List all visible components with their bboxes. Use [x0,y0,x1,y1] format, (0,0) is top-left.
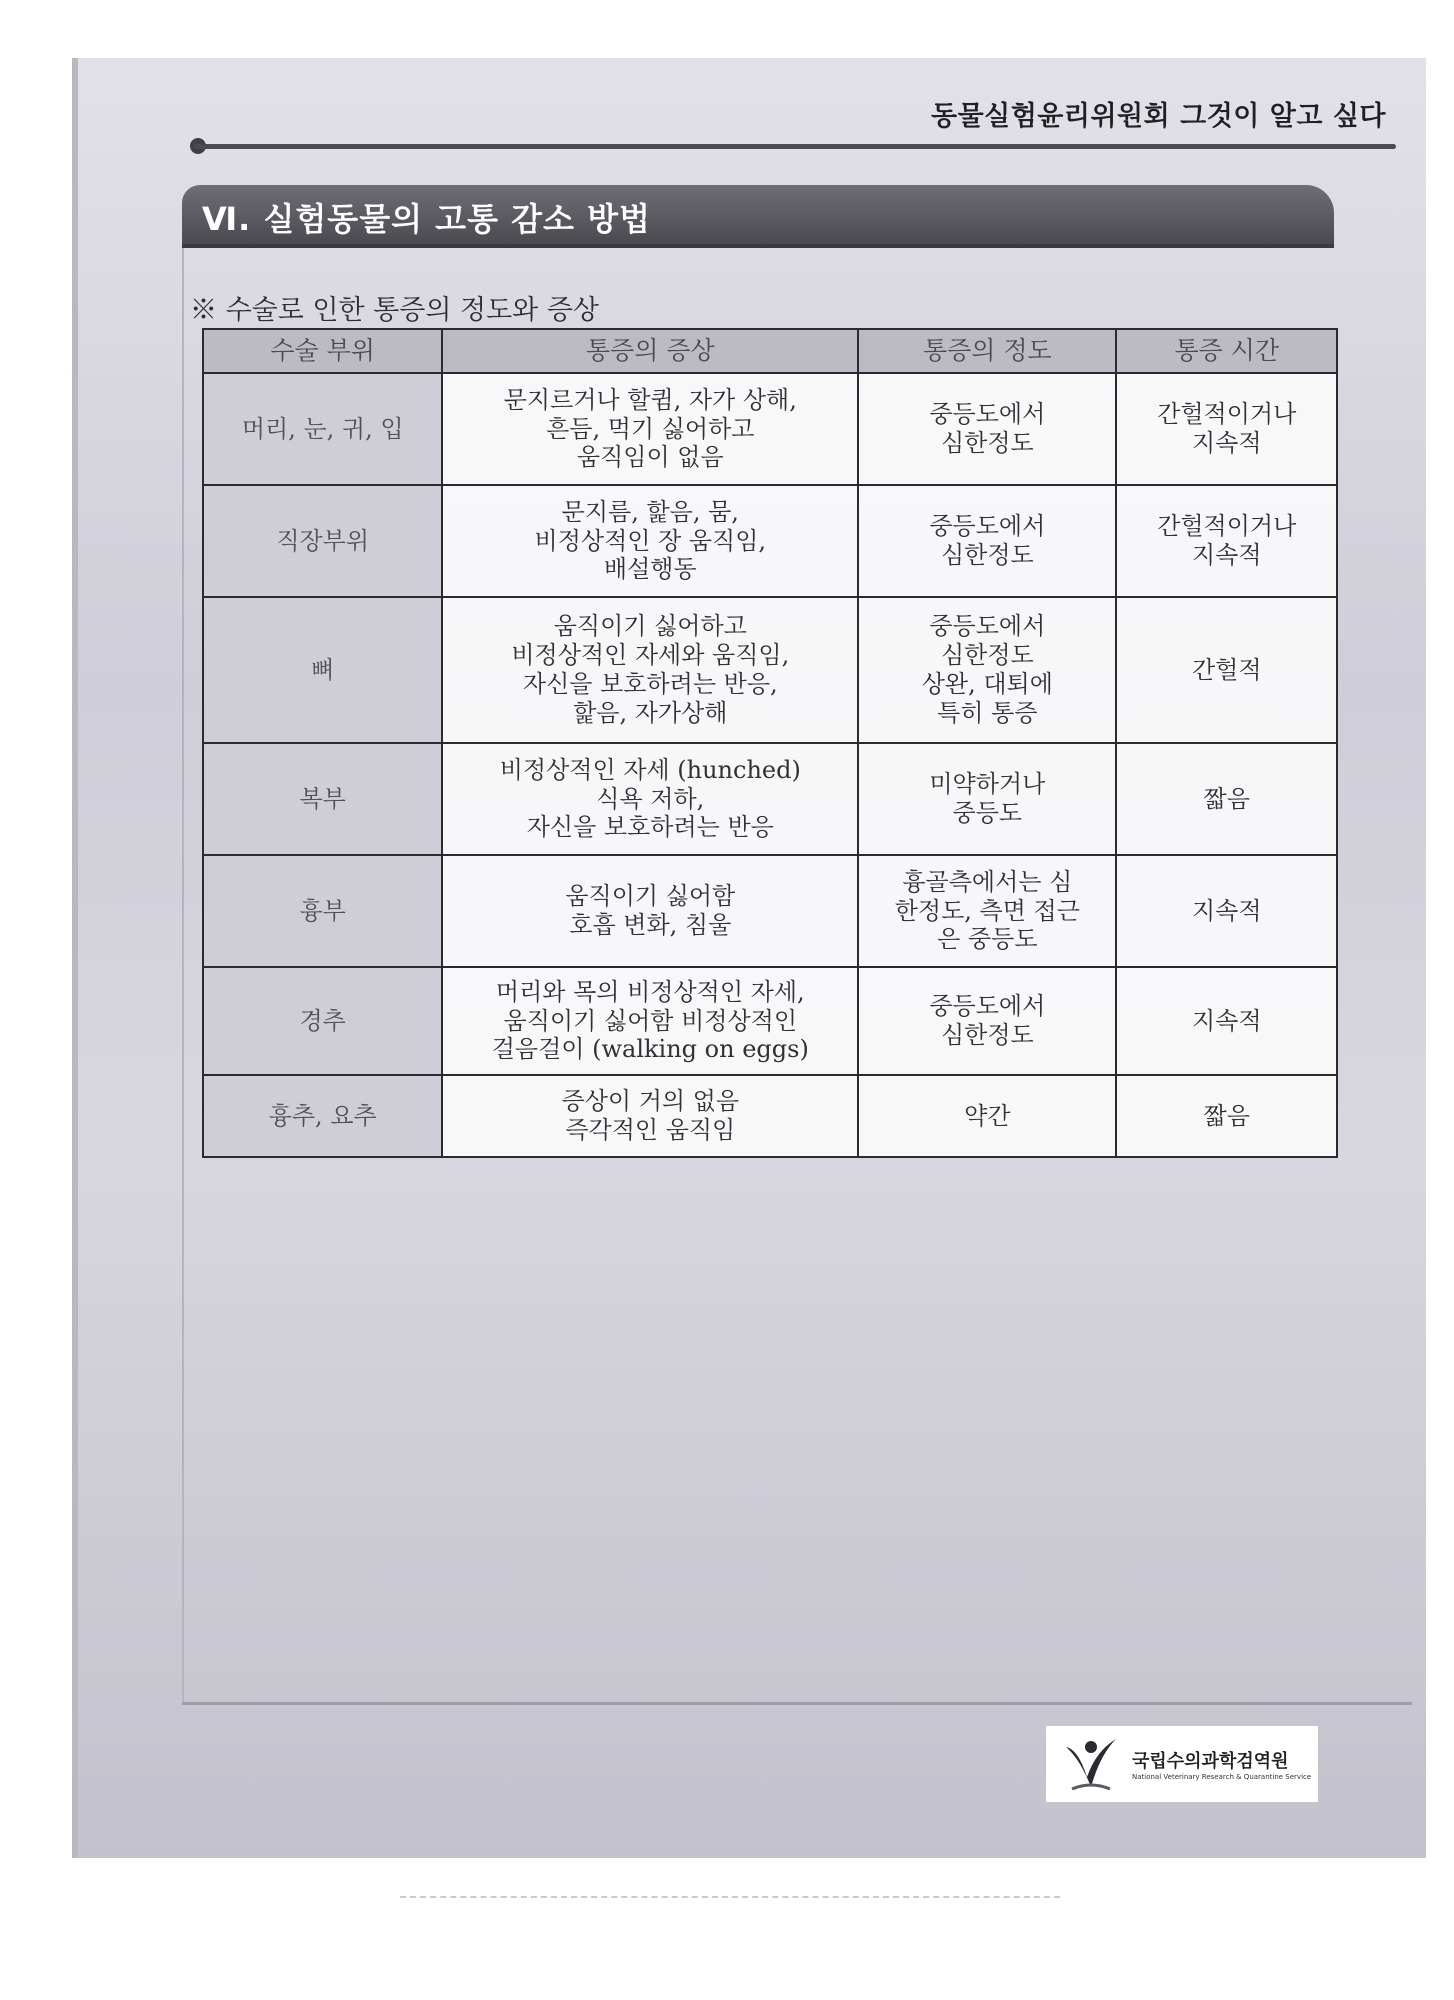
cell-degree [858,743,1116,855]
table-note: ※ 수술로 인한 통증의 정도와 증상 [190,295,599,326]
document-page [72,58,1426,1858]
cell-text-line: 자신을 보호하려는 반응 [526,813,774,842]
header-degree: 통증의 정도 [858,329,1116,373]
cell-degree [858,1075,1116,1157]
cell-text-line: 걸음걸이 (walking on eggs) [491,1035,809,1064]
table-row [203,1075,1337,1157]
table-row [203,967,1337,1075]
cell-degree [858,967,1116,1075]
cell-text-line: 비정상적인 장 움직임, [534,526,767,555]
cell-symptoms [442,597,858,743]
cell-text-line: 지속적 [1191,1006,1262,1035]
cell-site [203,855,442,967]
section-title: Ⅵ. 실험동물의 고통 감소 방법 [202,200,651,238]
cell-text-line: 식욕 저하, [596,784,705,813]
cell-duration [1116,967,1337,1075]
cell-duration [1116,373,1337,485]
cell-text-line: 심한정도 [940,429,1034,457]
table-row [203,743,1337,855]
cell-degree [858,855,1116,967]
cell-site [203,597,442,743]
cell-duration [1116,855,1337,967]
cell-text-line: 간헐적이거나 [1157,512,1297,541]
cell-text-line: 증상이 거의 없음 [561,1087,740,1116]
cell-symptoms [442,485,858,597]
cell-text-line: 복부 [299,784,346,813]
cell-site [203,485,442,597]
table-row [203,373,1337,485]
section-banner [182,185,1334,245]
cell-text-line: 중등도 [952,799,1023,827]
cell-duration [1116,743,1337,855]
table-row [203,485,1337,597]
cell-text-line: 자신을 보호하려는 반응, [522,670,778,698]
cell-text-line: 경추 [299,1006,346,1035]
header-rule [194,144,1396,149]
cell-degree [858,485,1116,597]
cell-text-line: 움직이기 싫어함 비정상적인 [503,1006,798,1035]
cell-duration [1116,597,1337,743]
cell-site [203,967,442,1075]
cell-symptoms [442,855,858,967]
page-frame-bottom [182,1702,1412,1705]
cell-degree [858,597,1116,743]
institute-subtitle: National Veterinary Research & Quarantine Service [1132,1773,1312,1781]
cell-text-line: 흉부 [299,896,346,925]
cell-text-line: 문지르거나 할큄, 자가 상해, [503,385,797,414]
cell-text-line: 움직이기 싫어함 [565,882,736,911]
cell-text-line: 움직임이 없음 [576,443,724,472]
cell-text-line: 문지름, 핥음, 뭄, [561,497,739,526]
scan-artifact-line [400,1896,1060,1898]
cell-text-line: 흔듬, 먹기 싫어하고 [546,414,755,443]
cell-text-line: 머리와 목의 비정상적인 자세, [495,977,805,1006]
cell-text-line: 특히 통증 [937,698,1038,727]
cell-text-line: 한정도, 측면 접근 [894,896,1080,925]
cell-site [203,373,442,485]
cell-text-line: 머리, 눈, 귀, 입 [241,414,404,443]
table-body [203,373,1337,1157]
institute-logo [1046,1726,1318,1802]
cell-symptoms [442,373,858,485]
cell-text-line: 중등도에서 [929,612,1046,641]
cell-symptoms [442,967,858,1075]
cell-duration [1116,1075,1337,1157]
cell-symptoms [442,1075,858,1157]
cell-text-line: 약간 [964,1101,1011,1130]
table-row [203,597,1337,743]
table-header-row [203,329,1337,373]
header-symptoms: 통증의 증상 [442,329,858,373]
cell-degree [858,373,1116,485]
cell-text-line: 심한정도 [940,1021,1034,1049]
cell-site [203,743,442,855]
cell-text-line: 은 중등도 [937,925,1038,954]
cell-text-line: 배설행동 [603,555,697,584]
institute-logo-icon [1060,1733,1122,1795]
cell-text-line: 흉골측에서는 심 [902,867,1073,896]
cell-text-line: 비정상적인 자세 (hunched) [499,755,801,784]
cell-site [203,1075,442,1157]
cell-text-line: 지속적 [1191,896,1262,925]
cell-text-line: 중등도에서 [929,400,1046,429]
cell-text-line: 지속적 [1191,429,1262,457]
running-header: 동물실험윤리위원회 그것이 알고 싶다 [930,101,1386,132]
cell-text-line: 중등도에서 [929,992,1046,1021]
cell-text-line: 짧음 [1203,1101,1250,1130]
header-site: 수술 부위 [203,329,442,373]
table-row [203,855,1337,967]
section-banner-underline [182,244,1334,248]
cell-text-line: 심한정도 [940,541,1034,569]
pain-table [202,328,1338,1158]
cell-text-line: 미약하거나 [929,770,1046,799]
institute-name: 국립수의과학검역원 [1132,1751,1289,1772]
page-frame-left [182,248,184,1704]
cell-symptoms [442,743,858,855]
cell-text-line: 상완, 대퇴에 [921,670,1053,698]
cell-text-line: 뼈 [311,655,335,684]
cell-text-line: 짧음 [1203,784,1250,813]
cell-text-line: 호흡 변화, 침울 [569,911,732,939]
cell-text-line: 간헐적 [1191,655,1262,684]
cell-text-line: 간헐적이거나 [1157,400,1297,429]
cell-text-line: 핥음, 자가상해 [573,698,728,727]
cell-text-line: 중등도에서 [929,512,1046,541]
cell-text-line: 지속적 [1191,541,1262,569]
cell-text-line: 심한정도 [940,641,1034,670]
cell-text-line: 흉추, 요추 [268,1101,377,1130]
cell-text-line: 비정상적인 자세와 움직임, [511,641,790,670]
cell-text-line: 즉각적인 움직임 [565,1116,736,1144]
cell-text-line: 직장부위 [276,526,370,555]
cell-duration [1116,485,1337,597]
header-duration: 통증 시간 [1116,329,1337,373]
cell-text-line: 움직이기 싫어하고 [553,612,747,641]
